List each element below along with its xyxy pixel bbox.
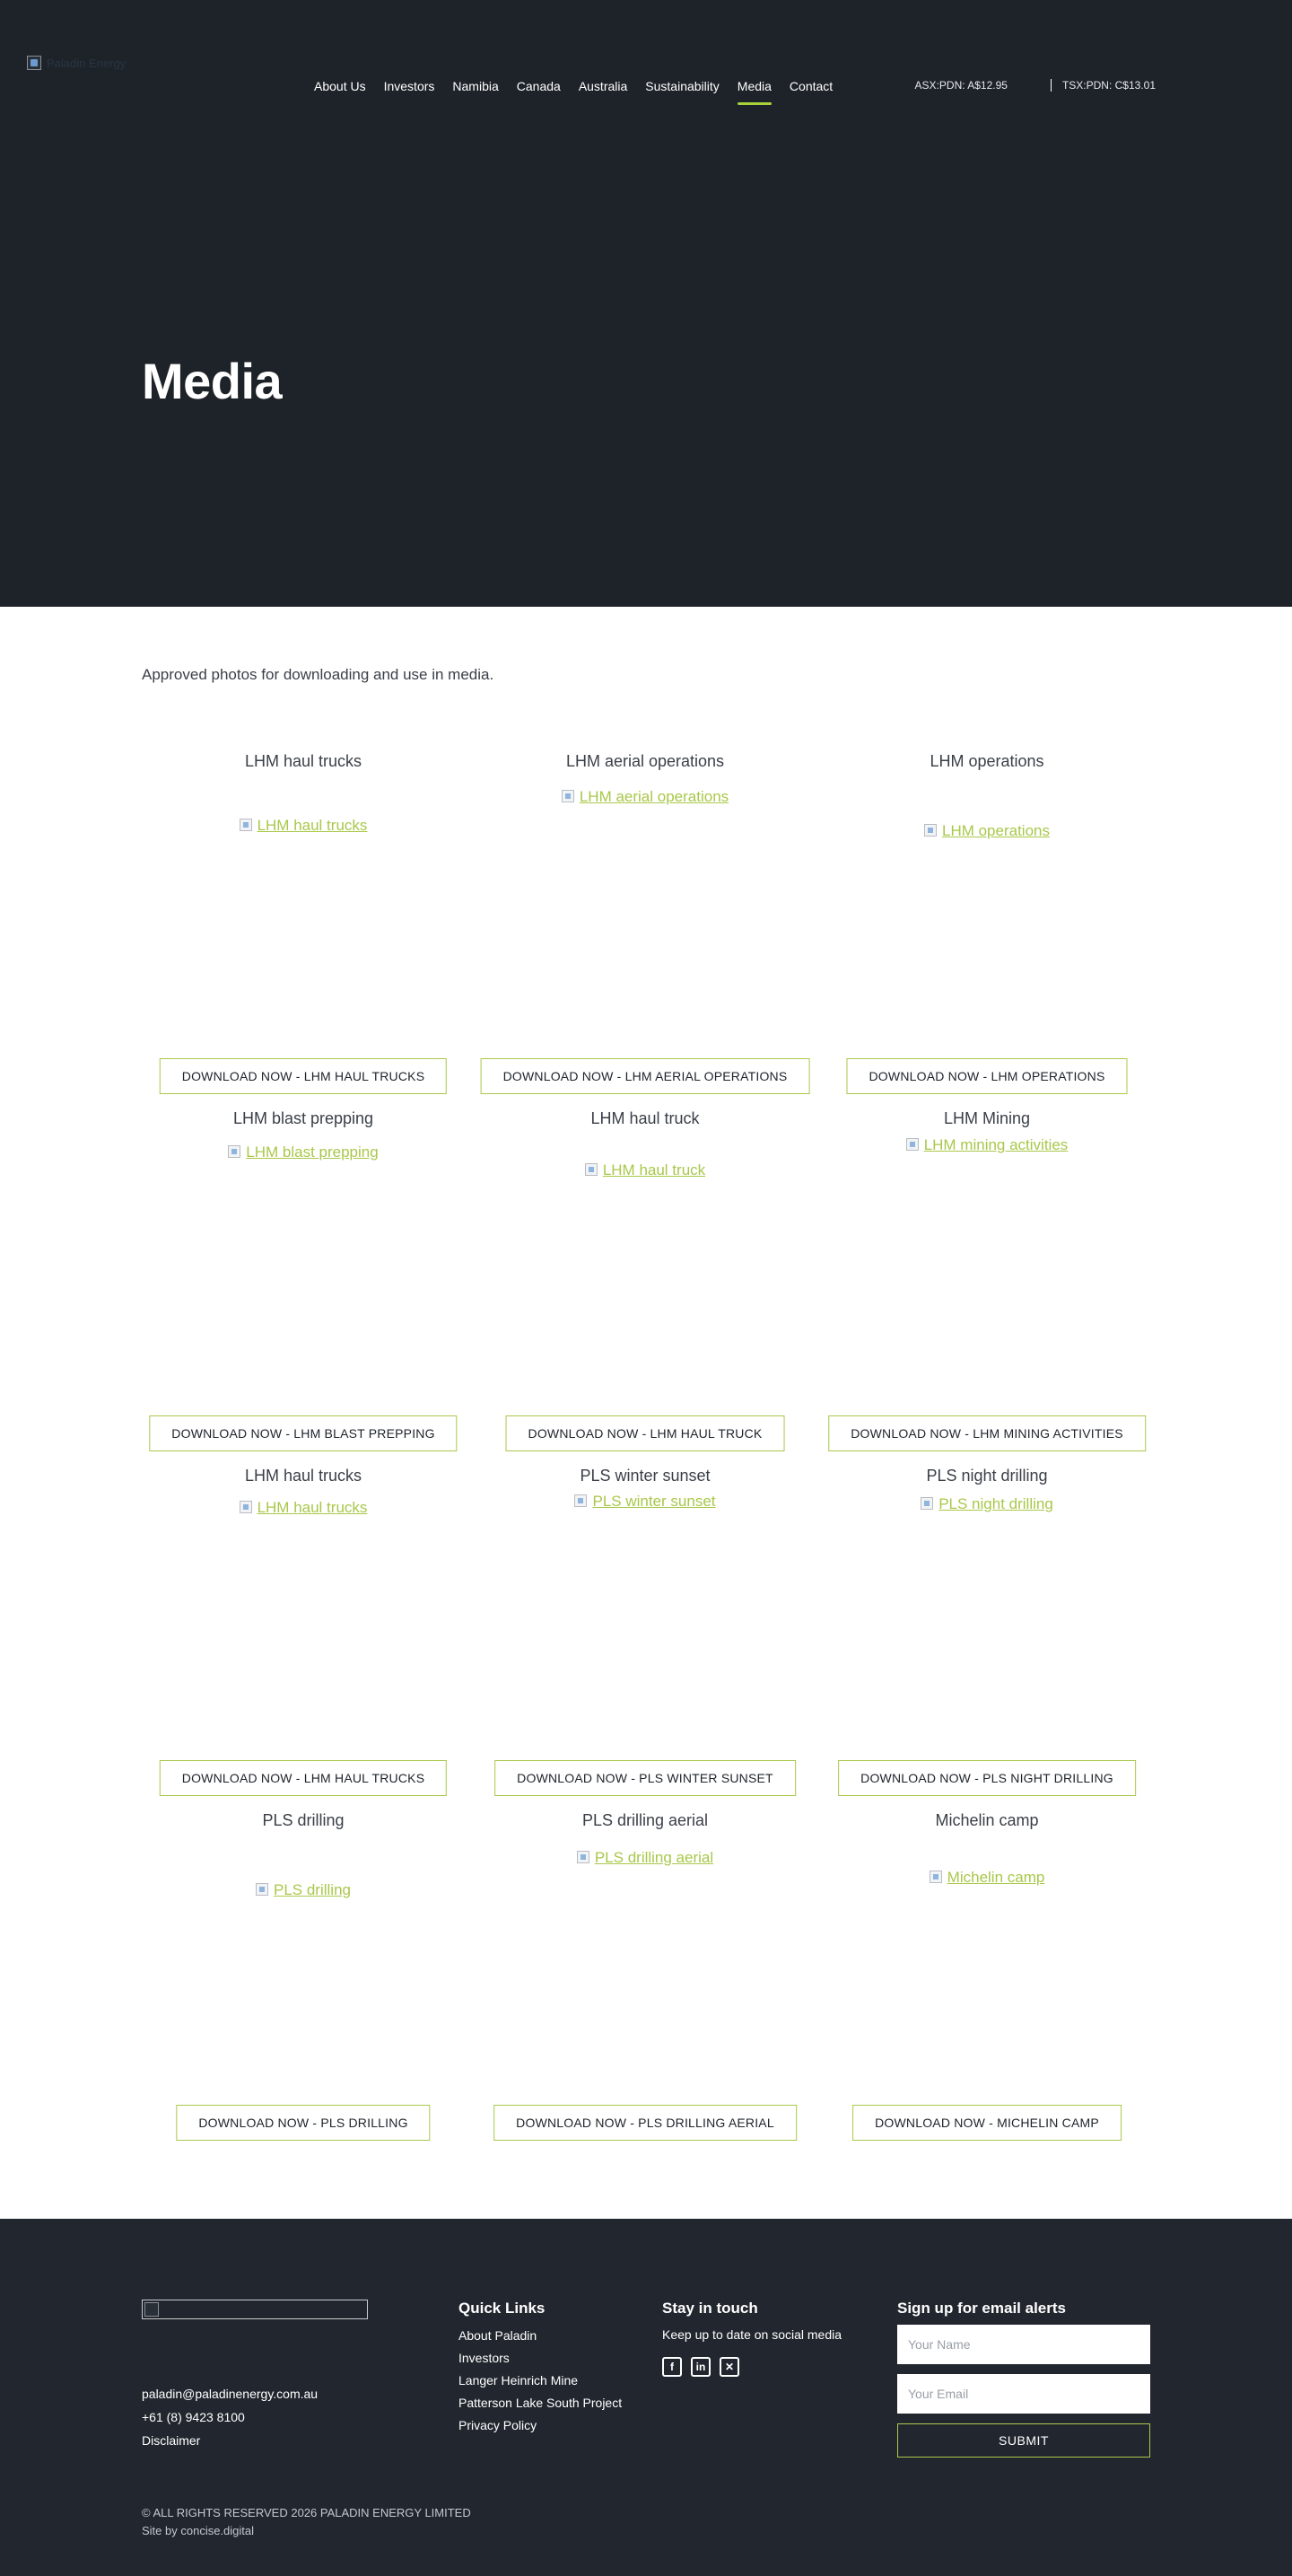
broken-image-icon <box>562 790 574 802</box>
footer-disclaimer-link[interactable]: Disclaimer <box>142 2433 201 2448</box>
hero-header <box>0 0 1292 607</box>
media-item <box>825 1809 1148 2142</box>
media-row <box>142 750 1150 1108</box>
nav-item-contact[interactable]: Contact <box>789 79 834 93</box>
broken-image-icon <box>906 1138 919 1151</box>
media-item-title: PLS drilling <box>262 1811 345 1829</box>
nav-item-canada[interactable]: Canada <box>516 79 561 93</box>
media-image-link[interactable]: LHM blast prepping <box>246 1143 379 1161</box>
social-heading: Stay in touch <box>662 2300 758 2317</box>
x-icon[interactable]: ✕ <box>720 2357 739 2377</box>
nav-item-media[interactable]: Media <box>729 77 781 108</box>
broken-image-icon <box>240 819 252 831</box>
media-image[interactable] <box>825 822 1148 840</box>
download-button[interactable]: DOWNLOAD NOW - LHM BLAST PREPPING <box>149 1415 457 1451</box>
broken-image-icon <box>585 1163 598 1176</box>
media-image[interactable] <box>484 788 807 806</box>
footer-quick-links <box>458 2300 622 2437</box>
ticker-divider <box>1051 79 1052 92</box>
nav-item-namibia[interactable]: Namibia <box>452 79 499 93</box>
signup-submit-button[interactable]: SUBMIT <box>897 2423 1150 2458</box>
media-image-link[interactable]: LHM haul truck <box>602 1161 706 1178</box>
broken-image-icon <box>228 1145 240 1158</box>
media-image-link[interactable]: PLS night drilling <box>938 1495 1053 1512</box>
nav-item-investors[interactable]: Investors <box>383 79 435 93</box>
media-item <box>142 1809 465 2142</box>
ticker-asx: ASX:PDN: A$12.95 <box>914 79 1008 92</box>
linkedin-icon[interactable]: in <box>691 2357 711 2377</box>
footer-contact <box>142 2382 318 2452</box>
media-image[interactable] <box>484 1849 807 1867</box>
site-footer <box>0 2219 1292 2576</box>
site-logo[interactable] <box>27 52 206 74</box>
media-grid <box>142 750 1150 2167</box>
media-item-title: LHM aerial operations <box>565 752 725 770</box>
logo-alt-text: Paladin Energy <box>47 56 127 70</box>
media-image-link[interactable]: LHM mining activities <box>923 1136 1069 1153</box>
broken-image-icon <box>240 1501 252 1513</box>
nav-item-sustainability[interactable]: Sustainability <box>645 79 720 93</box>
signup-email-input[interactable] <box>897 2374 1150 2414</box>
footer-logo[interactable] <box>142 2300 368 2319</box>
media-item <box>825 750 1148 1082</box>
media-image-link[interactable]: Michelin camp <box>947 1869 1045 1886</box>
footer-signup <box>897 2300 1150 2458</box>
media-item-title: PLS winter sunset <box>580 1467 711 1485</box>
site-credit-link[interactable]: Site by concise.digital <box>142 2524 255 2537</box>
broken-image-icon <box>924 824 937 837</box>
media-item <box>484 1809 807 2142</box>
main-nav <box>305 77 842 108</box>
broken-image-icon <box>577 1851 589 1863</box>
media-content <box>0 607 1292 2219</box>
footer-link-langer-heinrich[interactable]: Langer Heinrich Mine <box>458 2373 579 2388</box>
media-item-title: LHM operations <box>930 752 1044 770</box>
broken-image-icon <box>574 1494 587 1507</box>
media-item <box>484 1108 807 1440</box>
broken-image-icon <box>921 1497 933 1510</box>
download-button[interactable]: DOWNLOAD NOW - LHM HAUL TRUCKS <box>160 1058 447 1094</box>
media-image[interactable] <box>142 1499 465 1517</box>
download-button[interactable]: DOWNLOAD NOW - PLS WINTER SUNSET <box>494 1760 796 1796</box>
download-button[interactable]: DOWNLOAD NOW - PLS NIGHT DRILLING <box>838 1760 1136 1796</box>
media-row <box>142 1465 1150 1809</box>
media-image[interactable] <box>825 1495 1148 1513</box>
media-image-link[interactable]: LHM operations <box>941 822 1050 839</box>
stock-tickers <box>915 79 1156 92</box>
media-item <box>484 750 807 1082</box>
footer-link-patterson-lake[interactable]: Patterson Lake South Project <box>458 2396 623 2410</box>
media-row <box>142 1809 1150 2167</box>
footer-link-privacy-policy[interactable]: Privacy Policy <box>458 2418 537 2432</box>
signup-heading: Sign up for email alerts <box>897 2300 1066 2317</box>
social-text: Keep up to date on social media <box>662 2327 842 2342</box>
media-item-title: PLS drilling aerial <box>581 1811 709 1829</box>
media-item-title: LHM haul truck <box>590 1109 700 1127</box>
media-item <box>825 1465 1148 1797</box>
media-image-link[interactable]: LHM haul trucks <box>257 1499 368 1516</box>
media-item <box>484 1465 807 1797</box>
media-item <box>142 1465 465 1797</box>
media-image-link[interactable]: PLS drilling aerial <box>594 1849 714 1866</box>
download-button[interactable]: DOWNLOAD NOW - LHM HAUL TRUCKS <box>160 1760 447 1796</box>
media-item-title: PLS night drilling <box>926 1467 1048 1485</box>
media-image-link[interactable]: LHM haul trucks <box>257 817 368 834</box>
footer-link-about-paladin[interactable]: About Paladin <box>458 2328 537 2343</box>
media-item-title: LHM haul trucks <box>244 1467 362 1485</box>
download-button[interactable]: DOWNLOAD NOW - LHM MINING ACTIVITIES <box>828 1415 1146 1451</box>
media-image[interactable] <box>142 817 465 835</box>
media-row <box>142 1108 1150 1465</box>
footer-link-investors[interactable]: Investors <box>458 2351 510 2365</box>
copyright-text: © ALL RIGHTS RESERVED 2026 PALADIN ENERGY LIMITED <box>142 2506 471 2519</box>
download-button[interactable]: DOWNLOAD NOW - LHM OPERATIONS <box>847 1058 1128 1094</box>
media-image[interactable] <box>142 1143 465 1161</box>
footer-email-link[interactable]: paladin@paladinenergy.com.au <box>142 2387 319 2401</box>
download-button[interactable]: DOWNLOAD NOW - PLS DRILLING <box>176 2105 430 2141</box>
broken-image-icon <box>930 1871 942 1883</box>
quick-links-heading: Quick Links <box>458 2300 546 2317</box>
nav-item-about-us[interactable]: About Us <box>314 79 366 93</box>
download-button[interactable]: DOWNLOAD NOW - PLS DRILLING AERIAL <box>493 2105 797 2141</box>
media-image[interactable] <box>825 1869 1148 1887</box>
media-image-link[interactable]: PLS winter sunset <box>592 1493 716 1510</box>
broken-image-icon <box>27 56 41 70</box>
media-image-link[interactable]: PLS drilling <box>274 1881 351 1898</box>
broken-image-icon <box>256 1883 268 1896</box>
media-item <box>142 1108 465 1440</box>
media-image[interactable] <box>484 1161 807 1179</box>
media-item-title: Michelin camp <box>935 1811 1039 1829</box>
media-image[interactable] <box>825 1136 1148 1154</box>
media-item-title: LHM Mining <box>943 1109 1031 1127</box>
download-button[interactable]: DOWNLOAD NOW - LHM HAUL TRUCK <box>506 1415 785 1451</box>
media-item-title: LHM haul trucks <box>244 752 362 770</box>
ticker-tsx: TSX:PDN: C$13.01 <box>1061 79 1156 92</box>
footer-copyright <box>142 2504 471 2540</box>
nav-item-australia[interactable]: Australia <box>578 79 628 93</box>
signup-name-input[interactable] <box>897 2325 1150 2364</box>
download-button[interactable]: DOWNLOAD NOW - LHM AERIAL OPERATIONS <box>481 1058 810 1094</box>
media-image-link[interactable]: LHM aerial operations <box>579 788 729 805</box>
media-item <box>142 750 465 1082</box>
footer-phone-link[interactable]: +61 (8) 9423 8100 <box>142 2410 245 2424</box>
footer-social <box>662 2300 842 2377</box>
media-image[interactable] <box>484 1493 807 1511</box>
page-title: Media <box>142 353 283 409</box>
media-item-title: LHM blast prepping <box>232 1109 374 1127</box>
media-image[interactable] <box>142 1881 465 1899</box>
social-icons <box>662 2357 842 2377</box>
media-item <box>825 1108 1148 1440</box>
intro-text: Approved photos for downloading and use in media. <box>142 666 494 683</box>
facebook-icon[interactable]: f <box>662 2357 682 2377</box>
download-button[interactable]: DOWNLOAD NOW - MICHELIN CAMP <box>852 2105 1122 2141</box>
